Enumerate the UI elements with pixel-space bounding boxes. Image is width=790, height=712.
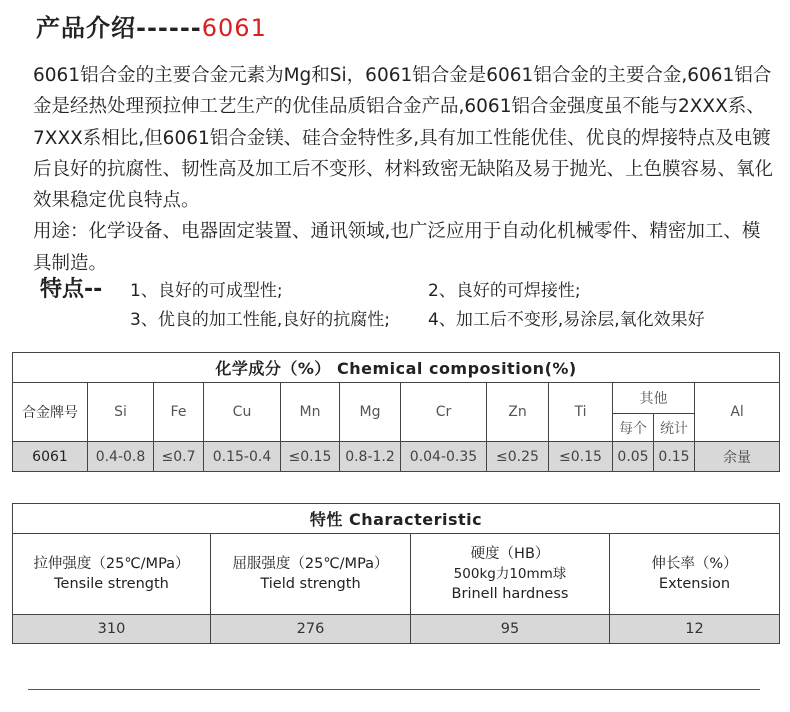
others-total-cell: 0.15 xyxy=(654,442,695,472)
value-cell: ≤0.25 xyxy=(487,442,549,472)
element-header: Mn xyxy=(281,383,340,442)
grade-header: 合金牌号 xyxy=(13,383,88,442)
hardness-header-load: 500kg力10mm球 xyxy=(453,566,567,582)
feature-item-4: 4、加工后不变形,易涂层,氧化效果好 xyxy=(428,310,705,330)
element-header: Ti xyxy=(549,383,613,442)
usage-paragraph: 用途：化学设备、电器固定装置、通讯领域,也广泛应用于自动化机械零件、精密加工、模具制造。 xyxy=(33,221,761,274)
tensile-header-cn: 拉伸强度（25℃/MPa） xyxy=(33,556,190,572)
intro-paragraph: 6061铝合金的主要合金元素为Mg和Si，6061铝合金是6061铝合金的主要合金,6061铝合金是经热处理预拉伸工艺生产的优佳品质铝合金产品,6061铝合金强度虽不能与2XXX系、7XXX系相比,但6061铝合金镁、硅合金特性多,具有加工性能优佳、优良的焊接特点及电镀后良好的抗腐性、韧性高及加工后不变形、材料致密无缺陷及易于抛光、上色膜容易、氧化效果稳定优良特点。 xyxy=(33,65,774,212)
bottom-divider xyxy=(28,689,760,690)
page-title-accent: 6061 xyxy=(201,14,267,42)
yield-header xyxy=(211,534,411,615)
element-header: Cu xyxy=(204,383,281,442)
value-cell: 0.04-0.35 xyxy=(401,442,487,472)
others-header: 其他 xyxy=(613,383,695,414)
element-header: Mg xyxy=(340,383,401,442)
tensile-header xyxy=(13,534,211,615)
value-cell: 0.4-0.8 xyxy=(88,442,154,472)
element-header: Cr xyxy=(401,383,487,442)
feature-item-1: 1、良好的可成型性; xyxy=(130,281,283,301)
features-label: 特点-- xyxy=(40,277,103,302)
hardness-header-cn: 硬度（HB） xyxy=(470,546,550,562)
intro-block xyxy=(33,60,773,279)
value-cell: 0.8-1.2 xyxy=(340,442,401,472)
composition-header-row xyxy=(13,383,780,414)
characteristic-title-row xyxy=(13,504,780,534)
grade-cell: 6061 xyxy=(13,442,88,472)
page-title-text: 产品介绍------ xyxy=(36,14,202,42)
element-header: Fe xyxy=(154,383,204,442)
extension-value: 12 xyxy=(610,615,780,644)
hardness-header xyxy=(411,534,610,615)
composition-title-row xyxy=(13,353,780,383)
extension-header-cn: 伸长率（%） xyxy=(651,556,738,572)
yield-value: 276 xyxy=(211,615,411,644)
characteristic-title: 特性 Characteristic xyxy=(13,504,780,534)
composition-title: 化学成分（%） Chemical composition(%) xyxy=(13,353,780,383)
value-cell: ≤0.15 xyxy=(281,442,340,472)
yield-header-en: Tield strength xyxy=(260,576,361,592)
al-cell: 余量 xyxy=(695,442,780,472)
feature-item-3: 3、优良的加工性能,良好的抗腐性; xyxy=(130,310,390,330)
composition-value-row xyxy=(13,442,780,472)
value-cell: ≤0.15 xyxy=(549,442,613,472)
element-header: Zn xyxy=(487,383,549,442)
tensile-header-en: Tensile strength xyxy=(54,576,169,592)
extension-header-en: Extension xyxy=(658,576,731,592)
al-header: Al xyxy=(695,383,780,442)
feature-item-2: 2、良好的可焊接性; xyxy=(428,281,581,301)
others-each-header: 每个 xyxy=(613,414,654,442)
yield-header-cn: 屈服强度（25℃/MPa） xyxy=(232,556,389,572)
hardness-header-en: Brinell hardness xyxy=(451,586,569,602)
tensile-value: 310 xyxy=(13,615,211,644)
characteristic-table xyxy=(12,503,780,644)
composition-table xyxy=(12,352,780,472)
value-cell: 0.15-0.4 xyxy=(204,442,281,472)
others-each-cell: 0.05 xyxy=(613,442,654,472)
value-cell: ≤0.7 xyxy=(154,442,204,472)
element-header: Si xyxy=(88,383,154,442)
others-total-header: 统计 xyxy=(654,414,695,442)
characteristic-header-row xyxy=(13,534,780,615)
extension-header xyxy=(610,534,780,615)
characteristic-value-row xyxy=(13,615,780,644)
page-title xyxy=(36,8,267,43)
hardness-value: 95 xyxy=(411,615,610,644)
